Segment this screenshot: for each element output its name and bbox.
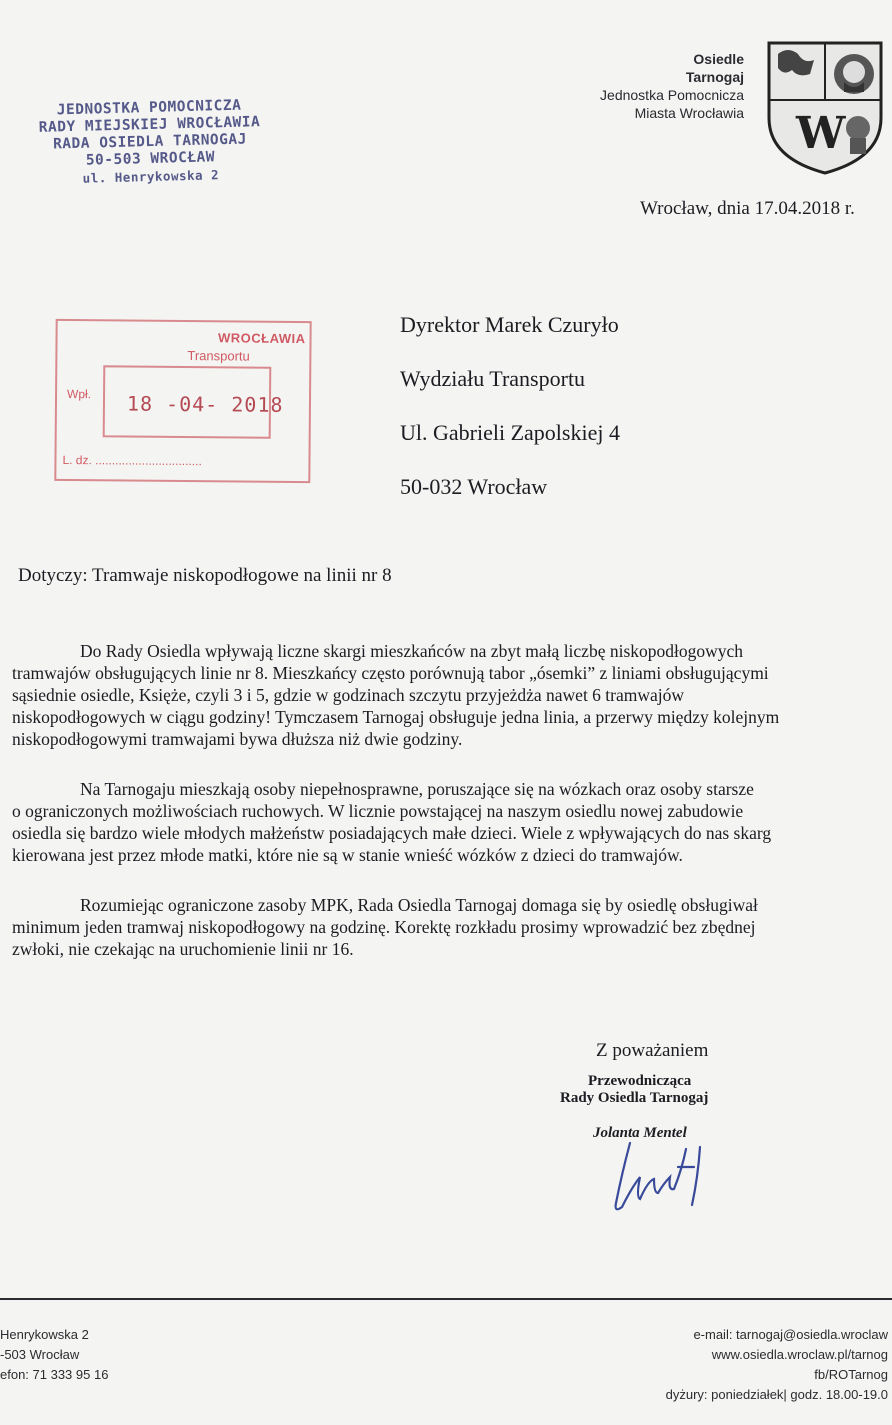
- stamp-line: JEDNOSTKA POMOCNICZA: [56, 97, 242, 119]
- org-subtitle: Jednostka Pomocnicza: [600, 87, 744, 103]
- stamp-line: ul. Henrykowska 2: [82, 167, 220, 186]
- org-name: Osiedle: [693, 51, 744, 67]
- stamp-text: Transportu: [187, 348, 250, 364]
- paragraph-1: [12, 640, 892, 750]
- signatory-name: Jolanta Mentel: [593, 1125, 687, 1141]
- stamp-date: 18 -04- 2018: [126, 391, 284, 417]
- footer-website: www.osiedla.wroclaw.pl/tarnog: [711, 1347, 888, 1362]
- footer-address: [0, 1325, 108, 1385]
- recipient-line: Wydziału Transportu: [400, 366, 586, 391]
- org-name: Tarnogaj: [685, 69, 744, 85]
- recipient-line: 50-032 Wrocław: [400, 474, 548, 499]
- recipient-address: [400, 298, 620, 514]
- paragraph-line: sąsiednie osiedle, Księże, czyli 3 i 5, gdzie w godzinach szczytu przyjeżdża nawet 6 tramwajów: [12, 685, 685, 705]
- blue-stamp: [29, 97, 271, 188]
- received-stamp: [54, 319, 311, 483]
- stamp-ldz: L. dz. ................................: [62, 452, 202, 469]
- paragraph-2: [12, 778, 892, 866]
- footer-line: Henrykowska 2: [0, 1327, 89, 1342]
- stamp-line: 50-503 WROCŁAW: [85, 149, 216, 169]
- stamp-label: Wpł.: [66, 386, 92, 402]
- signatory-title: Rady Osiedla Tarnogaj: [560, 1090, 709, 1106]
- closing-greeting: Z poważaniem: [596, 1040, 709, 1061]
- recipient-line: Dyrektor Marek Czuryło: [400, 312, 619, 337]
- paragraph-line: kierowana jest przez młode matki, które nie są w stanie wnieść wózków z dzieci do tramwajów.: [12, 845, 683, 865]
- coat-of-arms-icon: [766, 40, 884, 176]
- footer-hours: dyżury: poniedziałek| godz. 18.00-19.0: [665, 1387, 888, 1402]
- paragraph-line: Do Rady Osiedla wpływają liczne skargi mieszkańców na zbyt małą liczbę niskopodłogowych: [80, 641, 744, 661]
- footer-line: -503 Wrocław: [0, 1347, 80, 1362]
- paragraph-line: minimum jeden tramwaj niskopodłogowy na godzinę. Korektę rozkładu prosimy wprowadzić bez zbędnej: [12, 917, 756, 937]
- footer-contact: [666, 1325, 888, 1405]
- paragraph-line: niskopodłogowymi tramwajami bywa dłuższa niż dwie godziny.: [12, 729, 463, 749]
- handwritten-signature-icon: [600, 1135, 720, 1215]
- stamp-line: RADA OSIEDLA TARNOGAJ: [52, 131, 248, 153]
- footer-line: efon: 71 333 95 16: [0, 1367, 109, 1382]
- paragraph-line: o ograniczonych możliwościach ruchowych. W licznie powstającej na naszym osiedlu nowej zabudowie: [12, 801, 744, 821]
- subject-line: Dotyczy: Tramwaje niskopodłogowe na linii nr 8: [18, 565, 392, 586]
- letter-date: Wrocław, dnia 17.04.2018 r.: [640, 198, 855, 219]
- footer-email: e-mail: tarnogaj@osiedla.wroclaw: [693, 1327, 888, 1342]
- paragraph-line: zwłoki, nie czekając na uruchomienie linii nr 16.: [12, 939, 354, 959]
- paragraph-3: [12, 894, 892, 960]
- paragraph-line: Rozumiejąc ograniczone zasoby MPK, Rada Osiedla Tarnogaj domaga się by osiedlę obsługiwał: [80, 895, 758, 915]
- footer-divider: [0, 1298, 892, 1300]
- stamp-text: WROCŁAWIA: [217, 330, 306, 347]
- footer-facebook: fb/ROTarnog: [814, 1367, 888, 1382]
- paragraph-line: niskopodłogowych w ciągu godziny! Tymczasem Tarnogaj obsługuje jedna linia, a przerwy między kolejnym: [12, 707, 780, 727]
- svg-text:W: W: [796, 108, 846, 159]
- paragraph-line: Na Tarnogaju mieszkają osoby niepełnosprawne, poruszające się na wózkach oraz osoby starsze: [80, 779, 754, 799]
- signatory-title: Przewodnicząca: [588, 1073, 692, 1089]
- org-subtitle: Miasta Wrocławia: [634, 105, 744, 121]
- paragraph-line: osiedla się bardzo wiele młodych małżeństw posiadających małe dzieci. Wiele z wpływających do nas skarg: [12, 823, 772, 843]
- paragraph-line: tramwajów obsługujących linie nr 8. Mieszkańcy często porównują tabor „ósemki” z liniami obsługującymi: [12, 663, 769, 683]
- stamp-line: RADY MIEJSKIEJ WROCŁAWIA: [38, 114, 261, 136]
- org-header: [600, 50, 744, 122]
- recipient-line: Ul. Gabrieli Zapolskiej 4: [400, 420, 620, 445]
